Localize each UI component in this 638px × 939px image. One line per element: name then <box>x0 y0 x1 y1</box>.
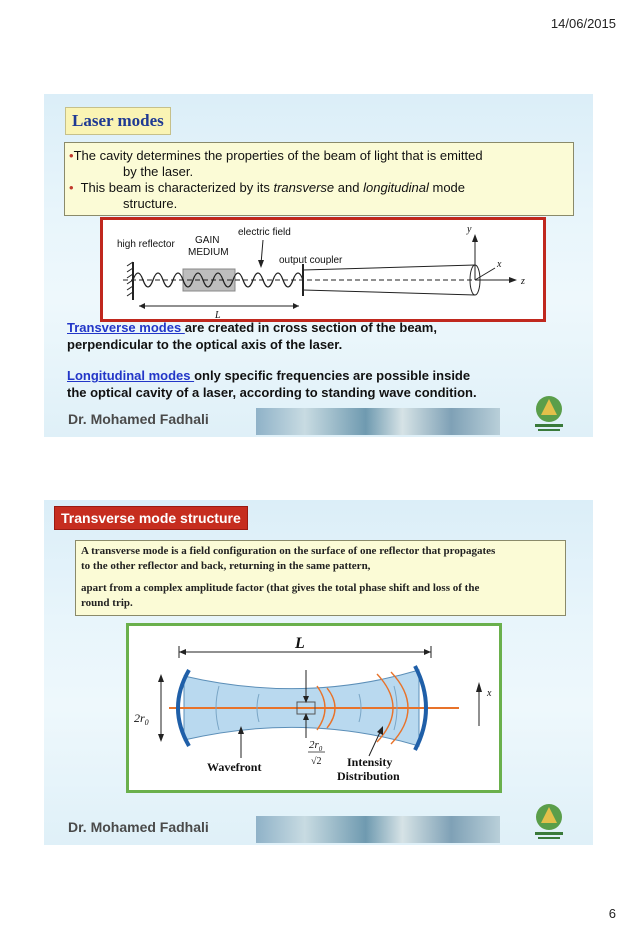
laser-cavity-figure <box>100 217 546 322</box>
bullet-icon: • <box>69 148 74 163</box>
slide-title: Laser modes <box>65 107 171 135</box>
wavefront-label: Wavefront <box>207 760 262 774</box>
gaussian-beam-diagram <box>129 626 499 790</box>
slide-transverse-mode-structure <box>44 500 593 845</box>
definition-line-1: A transverse mode is a field configuration on the surface of one reflector that propagates <box>81 545 496 557</box>
axis-x-label: x <box>487 688 492 699</box>
waist-denominator-label: √2 <box>311 756 322 767</box>
axis-x-label: x <box>497 259 502 270</box>
waist-numerator-label: $2r_0$ <box>309 739 323 753</box>
gain-label-1: GAIN <box>195 235 220 246</box>
definition-line-3: apart from a complex amplitude factor (that gives the total phase shift and loss of the <box>81 582 480 594</box>
longitudinal-para-line-2: the optical cavity of a laser, according to standing wave condition. <box>67 385 477 400</box>
high-reflector-label: high reflector <box>117 239 175 250</box>
axis-z-label: z <box>521 276 525 287</box>
definition-line-2: to the other reflector and back, returning in the same pattern, <box>81 560 371 572</box>
r0-label: $2r_0$ <box>134 711 149 727</box>
university-logo-icon <box>529 801 569 843</box>
intro-line-2: by the laser. <box>123 164 194 179</box>
transverse-para-line-2: perpendicular to the optical axis of the laser. <box>67 337 343 352</box>
bullet-icon: • <box>69 180 74 195</box>
campus-photo-strip <box>256 408 500 435</box>
definition-line-4: round trip. <box>81 597 133 609</box>
axis-y-label: y <box>467 224 472 235</box>
length-label: L <box>295 635 305 652</box>
campus-photo-strip <box>256 816 500 843</box>
longitudinal-para-line-1: Longitudinal modes only specific frequencies are possible inside <box>67 368 471 383</box>
author-name: Dr. Mohamed Fadhali <box>68 819 209 835</box>
slide-laser-modes <box>44 94 593 437</box>
intensity-label-1: Intensity <box>347 755 393 769</box>
intro-line-1: •The cavity determines the properties of the beam of light that is emitted <box>69 148 483 163</box>
header-date: 14/06/2015 <box>550 16 616 31</box>
intensity-label-2: Distribution <box>337 769 400 783</box>
intro-line-3: • This beam is characterized by its transverse and longitudinal mode <box>69 180 466 195</box>
author-name: Dr. Mohamed Fadhali <box>68 411 209 427</box>
page-number: 6 <box>608 906 616 921</box>
length-label: L <box>215 310 221 319</box>
transverse-modes-link[interactable]: Transverse modes <box>67 320 185 335</box>
gaussian-beam-figure <box>126 623 502 793</box>
definition-box <box>75 540 566 616</box>
electric-field-label: electric field <box>238 227 291 238</box>
longitudinal-modes-link[interactable]: Longitudinal modes <box>67 368 195 383</box>
transverse-para-line-1: Transverse modes are created in cross section of the beam, <box>67 320 437 335</box>
gain-label-2: MEDIUM <box>188 247 229 258</box>
intro-line-4: structure. <box>123 196 178 211</box>
output-coupler-label: output coupler <box>279 255 343 266</box>
intro-box <box>64 142 574 216</box>
laser-cavity-diagram <box>103 220 543 319</box>
university-logo-icon <box>529 393 569 435</box>
slide-footer <box>44 813 593 845</box>
slide-footer <box>44 405 593 437</box>
slide-title: Transverse mode structure <box>54 506 248 530</box>
